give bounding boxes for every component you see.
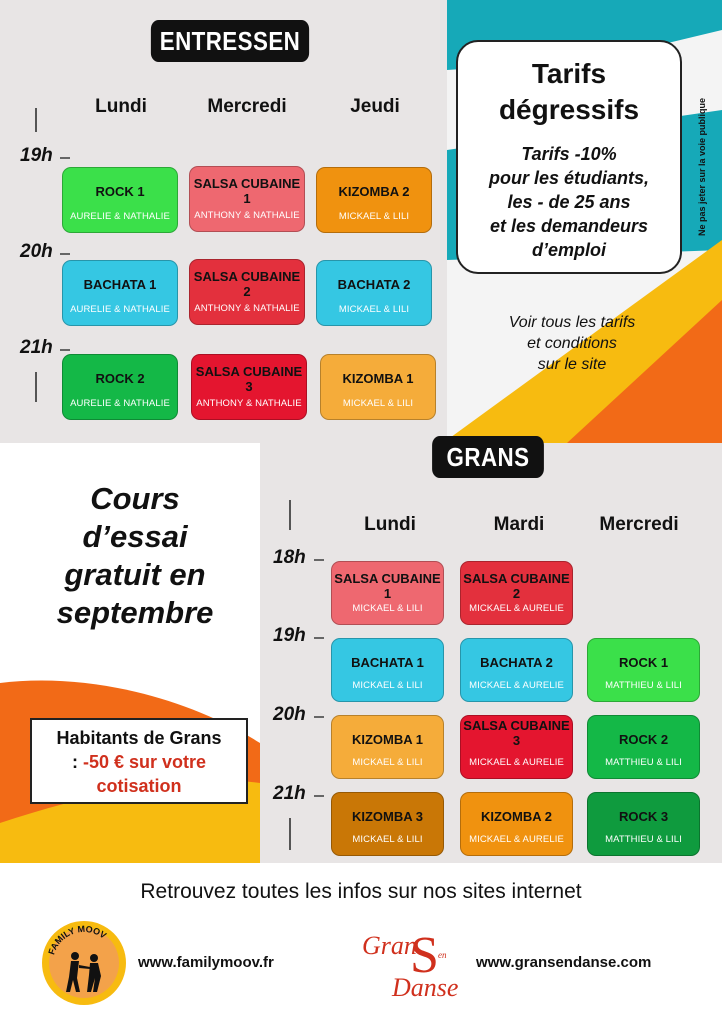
class-card <box>587 715 700 779</box>
class-name: ROCK 1 <box>618 655 669 670</box>
grans-title: GRANS <box>432 436 544 478</box>
class-teachers: MATTHIEU & LILI <box>605 757 682 768</box>
tarifs-title-line: Tarifs <box>531 58 607 89</box>
class-card <box>320 354 436 420</box>
svg-text:Gran: Gran <box>362 931 417 960</box>
habitants-offer: -50 € sur votre <box>82 752 207 772</box>
grans-hour-19: 19h <box>273 625 306 646</box>
class-teachers: AURELIE & NATHALIE <box>70 304 170 315</box>
cours-line: d’essai <box>82 519 188 554</box>
entressen-day-1: Lundi <box>95 96 147 117</box>
class-teachers: MICKAEL & LILI <box>352 834 423 845</box>
class-card <box>460 715 573 779</box>
grans-hour-20: 20h <box>273 704 306 725</box>
class-teachers: MICKAEL & LILI <box>352 680 423 691</box>
class-teachers: ANTHONY & NATHALIE <box>196 398 302 409</box>
side-note: Ne pas jeter sur la voie publique <box>697 97 707 236</box>
cours-essai-text <box>20 480 250 632</box>
grans-day-2: Mardi <box>493 514 545 535</box>
class-card <box>62 354 178 420</box>
class-teachers: ANTHONY & NATHALIE <box>194 303 300 314</box>
tarifs-line: pour les étudiants, <box>488 168 650 188</box>
timeline-tick <box>60 253 70 255</box>
entressen-hour-21: 21h <box>20 337 53 358</box>
class-name: ROCK 2 <box>95 371 145 386</box>
class-teachers: MICKAEL & AURELIE <box>469 757 564 768</box>
class-teachers: MICKAEL & LILI <box>352 757 423 768</box>
grans-day-3: Mercredi <box>599 514 679 535</box>
timeline-tick <box>60 157 70 159</box>
class-name: KIZOMBA 1 <box>342 371 414 386</box>
tarifs-title-line: dégressifs <box>498 94 640 125</box>
grans-hour-21: 21h <box>273 783 306 804</box>
grans-day-1: Lundi <box>364 514 416 535</box>
class-name: SALSA CUBAINE 2 <box>463 571 570 601</box>
class-teachers: MICKAEL & AURELIE <box>469 603 564 614</box>
class-name: KIZOMBA 3 <box>351 809 424 824</box>
class-card <box>189 259 305 325</box>
class-teachers: ANTHONY & NATHALIE <box>194 210 300 221</box>
svg-text:FAMILY MOOV: FAMILY MOOV <box>46 923 109 956</box>
habitants-box <box>30 718 248 804</box>
class-card <box>587 792 700 856</box>
timeline-line <box>35 372 37 402</box>
entressen-day-2: Mercredi <box>207 96 287 117</box>
class-name: SALSA CUBAINE 3 <box>463 718 570 748</box>
class-name: SALSA CUBAINE 2 <box>193 269 301 299</box>
class-card <box>460 561 573 625</box>
svg-text:S: S <box>410 927 439 984</box>
class-name: ROCK 1 <box>95 184 145 199</box>
svg-text:Danse: Danse <box>392 973 459 1002</box>
familymoov-link[interactable]: www.familymoov.fr <box>138 954 274 971</box>
class-teachers: MICKAEL & AURELIE <box>469 680 564 691</box>
class-name: ROCK 2 <box>618 732 669 747</box>
class-card <box>62 167 178 233</box>
class-card <box>331 561 444 625</box>
cours-line: gratuit en <box>64 557 206 592</box>
familymoov-logo[interactable] <box>41 920 127 1006</box>
habitants-cotisation: cotisation <box>96 776 182 796</box>
class-card <box>460 792 573 856</box>
tarifs-line: et les demandeurs <box>489 216 649 236</box>
timeline-line <box>289 818 291 850</box>
class-card <box>316 260 432 326</box>
class-name: KIZOMBA 1 <box>351 732 424 747</box>
class-card <box>331 792 444 856</box>
class-name: SALSA CUBAINE 3 <box>195 364 303 394</box>
timeline-line <box>289 500 291 530</box>
voir-line: Voir tous les tarifs <box>508 314 636 331</box>
class-teachers: MICKAEL & LILI <box>342 398 414 409</box>
entressen-day-3: Jeudi <box>350 96 400 117</box>
class-teachers: MICKAEL & LILI <box>338 211 410 222</box>
tarifs-line: d’emploi <box>531 240 606 260</box>
class-name: BACHATA 1 <box>351 655 424 670</box>
timeline-tick <box>314 795 324 797</box>
class-name: ROCK 3 <box>618 809 669 824</box>
tarifs-line: les - de 25 ans <box>507 192 631 212</box>
gransendanse-logo[interactable] <box>358 922 470 1002</box>
tarifs-description <box>458 142 680 262</box>
voir-line: sur le site <box>537 356 607 373</box>
class-name: KIZOMBA 2 <box>480 809 553 824</box>
timeline-tick <box>314 559 324 561</box>
tarifs-box <box>456 40 682 274</box>
class-name: BACHATA 2 <box>480 655 553 670</box>
class-card <box>587 638 700 702</box>
class-card <box>189 166 305 232</box>
voir-line: et conditions <box>527 335 617 352</box>
timeline-tick <box>60 349 70 351</box>
cours-line: septembre <box>56 595 214 630</box>
grans-hour-18: 18h <box>273 547 306 568</box>
class-teachers: MATTHIEU & LILI <box>605 834 682 845</box>
class-name: KIZOMBA 2 <box>338 184 410 199</box>
habitants-title: Habitants de Grans <box>56 728 222 748</box>
timeline-tick <box>314 716 324 718</box>
class-card <box>331 638 444 702</box>
class-card <box>62 260 178 326</box>
voir-tarifs-text <box>470 312 674 375</box>
gransendanse-link[interactable]: www.gransendanse.com <box>476 954 652 971</box>
class-name: SALSA CUBAINE 1 <box>334 571 441 601</box>
class-card <box>316 167 432 233</box>
class-teachers: MICKAEL & LILI <box>352 603 423 614</box>
entressen-hour-19: 19h <box>20 145 53 166</box>
tarifs-line: Tarifs -10% <box>521 144 617 164</box>
class-card <box>191 354 307 420</box>
cours-line: Cours <box>90 481 180 516</box>
class-teachers: MICKAEL & AURELIE <box>469 834 564 845</box>
class-card <box>331 715 444 779</box>
timeline-tick <box>314 637 324 639</box>
class-card <box>460 638 573 702</box>
class-name: BACHATA 1 <box>83 277 157 292</box>
habitants-offer-line <box>32 750 246 774</box>
class-teachers: MICKAEL & LILI <box>338 304 410 315</box>
class-teachers: MATTHIEU & LILI <box>605 680 682 691</box>
entressen-title: ENTRESSEN <box>151 20 309 62</box>
svg-text:en: en <box>438 950 447 960</box>
entressen-hour-20: 20h <box>20 241 53 262</box>
class-teachers: AURELIE & NATHALIE <box>70 211 170 222</box>
class-name: SALSA CUBAINE 1 <box>193 176 301 206</box>
footer-text: Retrouvez toutes les infos sur nos sites internet <box>140 880 582 903</box>
timeline-line <box>35 108 37 132</box>
class-name: BACHATA 2 <box>337 277 411 292</box>
habitants-prefix: : <box>71 752 83 772</box>
class-teachers: AURELIE & NATHALIE <box>70 398 170 409</box>
tarifs-title <box>458 56 680 128</box>
